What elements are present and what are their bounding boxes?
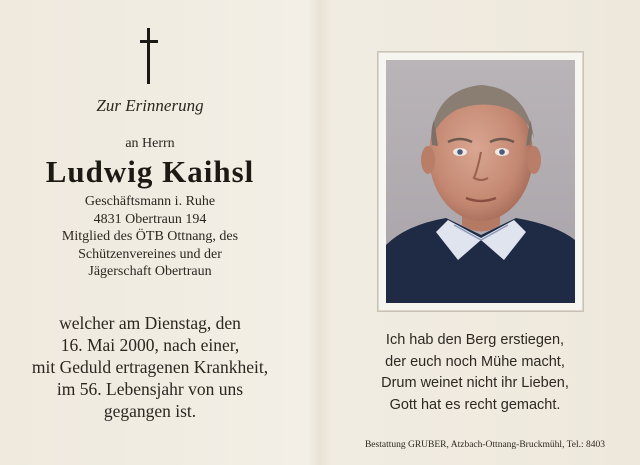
death-notice-line: im 56. Lebensjahr von uns (56, 379, 244, 399)
verse-line: Gott hat es recht gemacht. (389, 396, 561, 413)
portrait-frame (377, 51, 584, 312)
memorial-text-panel (0, 0, 300, 465)
biography-block (0, 193, 300, 281)
biography-line: Jägerschaft Obertraun (88, 264, 212, 279)
cross-icon (140, 28, 158, 84)
verse-line: Drum weinet nicht ihr Lieben, (381, 375, 569, 391)
death-notice (0, 312, 300, 422)
death-notice-line: gegangen ist. (103, 401, 197, 421)
portrait-photo (386, 60, 575, 303)
deceased-name: Ludwig Kaihsl (45, 154, 255, 189)
funeral-home-imprint: Bestattung GRUBER, Atzbach-Ottnang-Bruckmühl, Tel.: 8403 (364, 440, 606, 450)
verse-line: Ich hab den Berg erstiegen, (385, 332, 565, 348)
death-notice-line: 16. Mai 2000, nach einer, (60, 335, 240, 355)
biography-line: Schützenvereines und der (78, 246, 222, 262)
memorial-verse (325, 330, 625, 416)
death-notice-line: mit Geduld ertragenen Krankheit, (31, 357, 269, 377)
salutation: an Herrn (125, 136, 175, 151)
verse-line: der euch noch Mühe macht, (385, 353, 565, 370)
biography-line: Mitglied des ÖTB Ottnang, des (61, 229, 239, 244)
memory-title: Zur Erinnerung (96, 96, 204, 115)
biography-line: 4831 Obertraun 194 (93, 211, 207, 227)
death-notice-line: welcher am Dienstag, den (59, 313, 241, 333)
portrait-illustration (386, 60, 575, 303)
biography-line: Geschäftsmann i. Ruhe (84, 194, 216, 209)
